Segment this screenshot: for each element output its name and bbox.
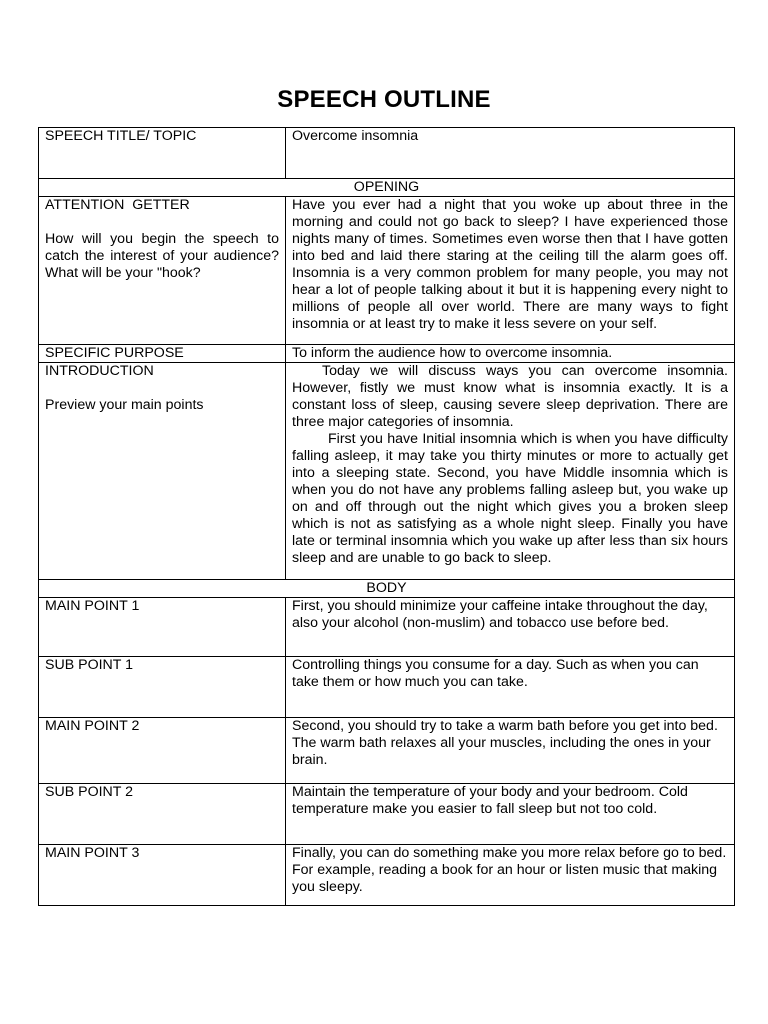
introduction-label: INTRODUCTION xyxy=(45,363,154,379)
main-point-2-row xyxy=(39,718,735,784)
sub-point-2-text: Maintain the temperature of your body and your bedroom. Cold temperature make you easier to fall sleep but not too cold. xyxy=(286,784,735,845)
speech-title-row xyxy=(39,128,735,179)
main-point-3-label: MAIN POINT 3 xyxy=(39,845,286,906)
introduction-row xyxy=(39,363,735,580)
specific-purpose-label: SPECIFIC PURPOSE xyxy=(39,345,286,363)
main-point-1-row xyxy=(39,598,735,657)
opening-section-row xyxy=(39,179,735,197)
sub-point-1-text: Controlling things you consume for a day. Such as when you can take them or how much you can take. xyxy=(286,657,735,718)
attention-getter-label: ATTENTION GETTER xyxy=(45,197,190,213)
sub-point-1-label: SUB POINT 1 xyxy=(39,657,286,718)
sub-point-2-label: SUB POINT 2 xyxy=(39,784,286,845)
spacer xyxy=(45,380,279,397)
speech-title-value: Overcome insomnia xyxy=(286,128,735,179)
attention-getter-text: Have you ever had a night that you woke up about three in the morning and could not go back to sleep? I have experienced those nights many of times. Sometimes even worse then that I have gotten into bed and laid there staring at the ceiling till the alarm goes off. Insomnia is a very common problem for many people, you may not hear a lot of people talking about it but it is happening every night to millions of people all over world. There are many ways to fight insomnia or at least try to make it less severe on your self. xyxy=(286,197,735,345)
main-point-2-label: MAIN POINT 2 xyxy=(39,718,286,784)
attention-getter-label-cell xyxy=(39,197,286,345)
introduction-text-cell xyxy=(286,363,735,580)
attention-getter-row xyxy=(39,197,735,345)
main-point-3-row xyxy=(39,845,735,906)
sub-point-1-row xyxy=(39,657,735,718)
introduction-prompt: Preview your main points xyxy=(45,397,204,413)
introduction-paragraph-2: First you have Initial insomnia which is when you have difficulty falling asleep, it may take you thirty minutes or more to actually get into a sleeping state. Second, you have Middle insomnia which is when you do not have any problems falling asleep but, you wake up on and off through out the night which gives you a broken sleep which is not as satisfying as a whole night sleep. Finally you have late or terminal insomnia which you wake up after less than six hours sleep and are unable to go back to sleep. xyxy=(292,431,728,566)
main-point-2-text: Second, you should try to take a warm bath before you get into bed. The warm bath relaxes all your muscles, including the ones in your brain. xyxy=(286,718,735,784)
attention-getter-prompt: How will you begin the speech to catch the interest of your audience? What will be your "hook? xyxy=(45,231,279,281)
specific-purpose-text: To inform the audience how to overcome insomnia. xyxy=(286,345,735,363)
opening-section-heading: OPENING xyxy=(39,179,735,197)
specific-purpose-row xyxy=(39,345,735,363)
spacer xyxy=(45,214,279,231)
speech-title-label: SPEECH TITLE/ TOPIC xyxy=(39,128,286,179)
speech-outline-table xyxy=(38,127,735,906)
sub-point-2-row xyxy=(39,784,735,845)
body-section-row xyxy=(39,580,735,598)
main-point-1-label: MAIN POINT 1 xyxy=(39,598,286,657)
introduction-paragraph-1: Today we will discuss ways you can overcome insomnia. However, fistly we must know what is insomnia exactly. It is a constant loss of sleep, causing severe sleep deprivation. There are three major categories of insomnia. xyxy=(292,363,728,430)
main-point-1-text: First, you should minimize your caffeine intake throughout the day, also your alcohol (non-muslim) and tobacco use before bed. xyxy=(286,598,735,657)
main-point-3-text: Finally, you can do something make you more relax before go to bed. For example, reading a book for an hour or listen music that making you sleepy. xyxy=(286,845,735,906)
page-title: SPEECH OUTLINE xyxy=(277,86,491,113)
body-section-heading: BODY xyxy=(39,580,735,598)
introduction-label-cell xyxy=(39,363,286,580)
